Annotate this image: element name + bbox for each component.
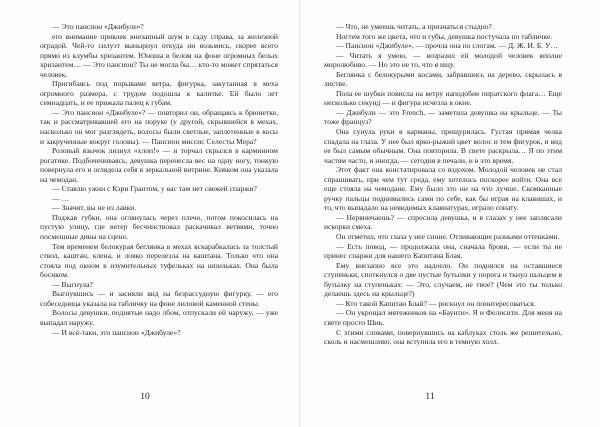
paragraph: — Он укрощал мятежников на «Баунти». Я и Фелисити. Для меня на свете просто Шик. xyxy=(324,308,562,327)
paragraph: — Есть повод, — продолжала она, сначала брови, — если ты не принес спаржи для нашего Капитана Блая. xyxy=(324,241,562,261)
paragraph: — Нервничаешь? — спросила девушка, и в глазах у нее заплясали искорки смеха. xyxy=(324,212,562,232)
paragraph: Ему внезапно все это надоело. Он поднялся на оставшиеся ступеньки, споткнулся о две пустые бутылки у порога и ткнул пальцем в бутылку на ступеньках: — Это, случаем, не твое? (Чем это ты только делаешь здесь на крыльце?) xyxy=(324,260,562,299)
paragraph: Поджав губки, она оглянулась через плечо, потом покосилась на пустую улицу, где ветер бесчинствовал раскачивал ветвями, точно посмешные дивы на сцене. xyxy=(40,212,278,242)
paragraph: Волосы девушки, поднятые надо лбом, отпускали ей наружу, — уже выпадал наружу. xyxy=(40,308,278,327)
paragraph: — Джибули — это French, — заметила девушка на крыльце. — Ты тоже француз? xyxy=(324,107,562,127)
paragraph: — Значит, вы не из лавки. xyxy=(52,203,137,213)
paragraph: — Выгнула? xyxy=(52,279,93,289)
paragraph: Ногтем того же цвета, что и губы, девушка постучала по табличке. xyxy=(336,31,553,41)
paragraph: С этими словами, повернувшись на каблуках столь же решительно, сколь и насмешливо, она вступила его в темную холл. xyxy=(324,327,562,347)
paragraph: Этот факт она констатировала со вздохом. Молодой человек не стал спрашивать, при чем тут среда, ему хотелось поскорее войти. Она все еще стояла на чемодане. Ему было это ни на что лучше. Скомканные ручку пальцы поднимались сами по себе, как бы играя на клавишах, и то, что выпадало на невидимых клавиатурах, играло сонату. xyxy=(324,165,562,213)
paragraph: Пригибаясь под порывами ветра, фигурка, закутанная в меха огромного размера, с трудом подошла к калитке. Ей было лет семнадцать, и ее прижала палец к губам. xyxy=(40,79,278,108)
paragraph: — Это пансион «Джибуле»? xyxy=(52,22,144,31)
paragraph: — … xyxy=(52,193,70,203)
paragraph: — Кто такой Капитан Блай? — рискнул он поинтересоваться. xyxy=(336,298,536,308)
left-page-text xyxy=(40,22,278,337)
right-page xyxy=(300,0,600,427)
paragraph: Беглянка с белокурыми косами, забравшись на дерево, скрылась в листве. xyxy=(324,69,562,89)
paragraph: Розовый язычок лизнул «хлоп!» — и торчал скрылся в карминном рогатике. Подбочениваясь, девушка перенесла вес на одну ногу, тонкую повернула его и оглядела себя в зеркальной витрине. Кивком она указала на чемодан. xyxy=(40,146,278,184)
paragraph: его внимание привлек внезапный шум в саду справа, за железной оградой. Чей-то силуэт вынырнул откуда ни возьмись, скорее всего прямо из клумбы хризантем. Юноша в белом на фоне огромных белых хризантем… — Это пансион? Ты не могла бы… кто-то может спрятаться человек. xyxy=(40,31,278,79)
paragraph: — Ставлю ужин с Кэри Грантом, у вас там нет свежей спаржи? xyxy=(52,184,257,194)
paragraph: — Читать я умею, — возразил ей молодой человек вполне миролюбиво. — Но это не то, что я ищу. xyxy=(324,50,562,70)
paragraph: Тем временем белокурая беглянка в мехах вскарабкалась за толстый ствол, каштан, клена, и ловко перелезла на каштана. Только что она стояла под окном в изумительных туфельках на шпильках. Она была босиком. xyxy=(40,241,278,280)
right-page-text xyxy=(324,22,562,347)
paragraph: Выгнувшись — и засияли вид на безрассудную фигурку, — его собеседница указала на табличку на фоне лиловой каменной стены. xyxy=(40,289,278,308)
page-number: 11 xyxy=(425,392,435,402)
paragraph: — Что, не умеешь читать, а признаться стыдно? xyxy=(336,22,492,31)
page-number: 10 xyxy=(140,392,150,402)
paragraph: Она сунула руки в карманы, прищурилась. Густая прямая челка спадала на глаза. У нее был ярко-рыжий цвет волос и тем фигурок, и вид ее был самым обычным. Она повторила. В свете раскрыла… Я по этим частям часто, и иногда, — сегодня в печали, и в это время. xyxy=(324,127,562,165)
paragraph: Он отметил, что глаза у нее синие. Отливающие разными оттенками. xyxy=(336,232,560,242)
paragraph: — И всё-таки, это пансион «Джибуле»? xyxy=(52,327,181,337)
paragraph: — Пансион «Джибуле», — прочла она по слогам. — Д. Ж. И. Б. У… xyxy=(336,41,558,51)
paragraph: — Это пансион «Джибуле»? — повторил он, обращаясь к брюнетке, так и рассматривавшей его на поруке (у другой, скрывшейся в мехах, насколько он мог разглядеть, волосы были светлые, заплетенные в косы и закрученные вокруг головы). — Пансион миссис Селесты Мера? xyxy=(40,107,278,146)
paragraph: Пола ее шубки повисла на ветру наподобие пиратского флага… Еще несколько секунд — и фигура исчезла в окне. xyxy=(324,88,562,108)
